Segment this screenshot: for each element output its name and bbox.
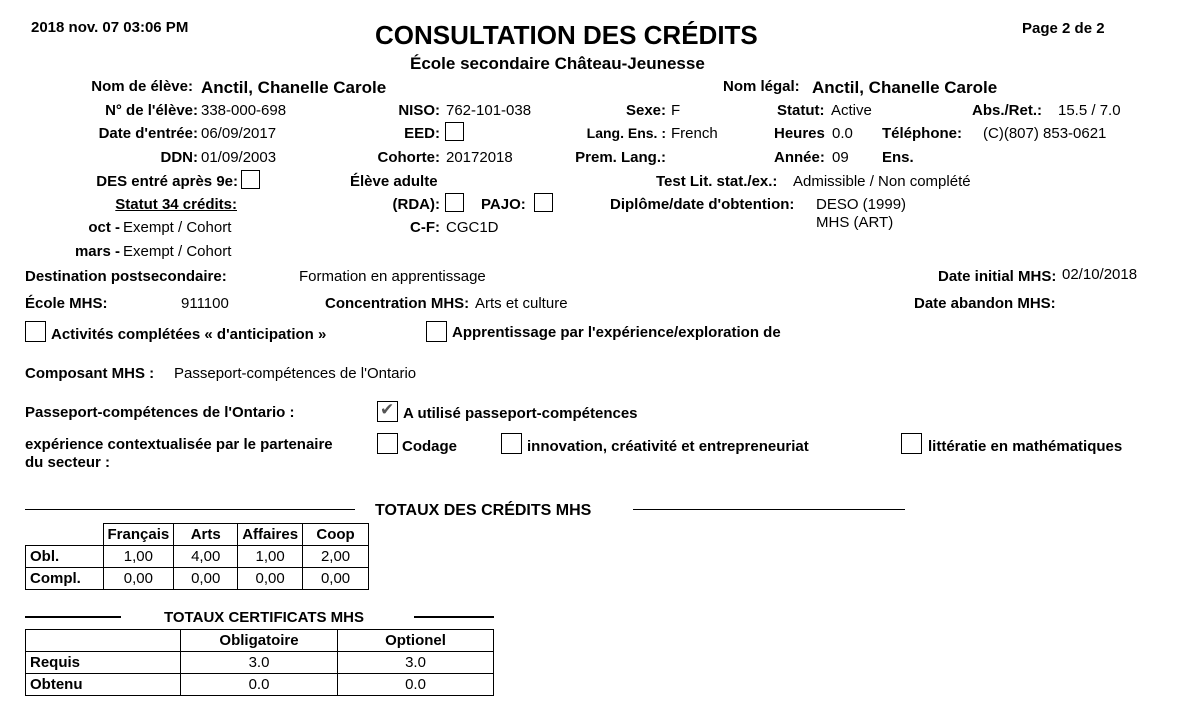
annee-value: 09 <box>832 149 849 166</box>
table-corner <box>26 630 181 652</box>
col-header: Optionel <box>338 630 494 652</box>
table-cell: 4,00 <box>174 546 238 568</box>
test-label: Test Lit. stat./ex.: <box>656 173 778 190</box>
annee-label: Année: <box>774 149 825 166</box>
lang-ens-value: French <box>671 125 718 142</box>
table-cell: 0,00 <box>303 568 369 590</box>
apprentissage-checkbox[interactable] <box>426 321 447 342</box>
passeport-check-label: A utilisé passeport-compétences <box>403 405 638 422</box>
activites-label: Activités complétées « d'anticipation » <box>51 326 327 343</box>
row-label: Obtenu <box>26 674 181 696</box>
pajo-checkbox[interactable] <box>534 193 553 212</box>
phone-label: Téléphone: <box>882 125 963 142</box>
table-row <box>26 674 494 696</box>
credits-table <box>25 523 369 590</box>
cf-label: C-F: <box>410 219 440 236</box>
student-id-label: N° de l'élève: <box>105 102 198 119</box>
passeport-checkbox[interactable] <box>377 401 398 422</box>
date-initial-value: 02/10/2018 <box>1062 266 1138 283</box>
sexe-value: F <box>671 102 681 119</box>
table-cell: 0,00 <box>103 568 174 590</box>
mars-value: Exempt / Cohort <box>123 243 232 260</box>
diplome-value-1: DESO (1999) <box>816 196 907 213</box>
eed-checkbox[interactable] <box>445 122 464 141</box>
niso-value: 762-101-038 <box>446 102 532 119</box>
statut34-label: Statut 34 crédits: <box>115 196 237 213</box>
passeport-label: Passeport-compétences de l'Ontario : <box>25 404 295 421</box>
diplome-value-2: MHS (ART) <box>816 214 894 231</box>
col-header: Affaires <box>238 524 303 546</box>
phone-value: (C)(807) 853-0621 <box>983 125 1107 142</box>
table-row <box>26 546 369 568</box>
student-name: Anctil, Chanelle Carole <box>201 78 387 97</box>
litteratie-checkbox[interactable] <box>901 433 922 454</box>
table-cell: 0,00 <box>238 568 303 590</box>
credits-table-title: TOTAUX DES CRÉDITS MHS <box>375 502 592 519</box>
table-row <box>26 652 494 674</box>
ddn-label: DDN: <box>160 149 198 166</box>
print-datetime: 2018 nov. 07 03:06 PM <box>31 19 189 36</box>
pajo-label: PAJO: <box>481 196 526 213</box>
activites-checkbox[interactable] <box>25 321 46 342</box>
statut-value: Active <box>831 102 872 119</box>
test-value: Admissible / Non complété <box>793 173 971 190</box>
ecole-mhs-label: École MHS: <box>25 295 108 312</box>
table-cell: 1,00 <box>238 546 303 568</box>
divider-right <box>633 509 905 510</box>
composant-value: Passeport-compétences de l'Ontario <box>174 365 417 382</box>
prem-lang-label: Prem. Lang.: <box>575 149 666 166</box>
niso-label: NISO: <box>398 102 440 119</box>
rda-checkbox[interactable] <box>445 193 464 212</box>
concentration-label: Concentration MHS: <box>325 295 470 312</box>
table-cell: 2,00 <box>303 546 369 568</box>
divider-left <box>25 509 355 510</box>
page-number: Page 2 de 2 <box>1022 20 1105 37</box>
concentration-value: Arts et culture <box>475 295 568 312</box>
date-initial-label: Date initial MHS: <box>938 268 1057 285</box>
table-cell: 1,00 <box>103 546 174 568</box>
cohorte-label: Cohorte: <box>377 149 440 166</box>
table-corner <box>26 524 104 546</box>
page-title: CONSULTATION DES CRÉDITS <box>375 20 758 50</box>
innovation-checkbox[interactable] <box>501 433 522 454</box>
entry-date: 06/09/2017 <box>201 125 277 142</box>
ecole-mhs-value: 911100 <box>181 295 229 312</box>
heures-value: 0.0 <box>832 125 853 142</box>
destination-label: Destination postsecondaire: <box>25 268 227 285</box>
rda-label: (RDA): <box>392 196 440 213</box>
row-label: Compl. <box>26 568 104 590</box>
lang-ens-label: Lang. Ens. : <box>586 125 666 141</box>
cert-table-title: TOTAUX CERTIFICATS MHS <box>164 609 364 626</box>
table-header-row <box>26 630 494 652</box>
oct-value: Exempt / Cohort <box>123 219 232 236</box>
date-abandon-label: Date abandon MHS: <box>914 295 1056 312</box>
abs-label: Abs./Ret.: <box>972 102 1043 119</box>
oct-label: oct - <box>88 219 120 236</box>
table-cell: 0.0 <box>338 674 494 696</box>
mars-label: mars - <box>74 243 120 260</box>
checkmark-icon: ✔ <box>380 400 395 419</box>
codage-label: Codage <box>402 438 458 455</box>
entry-date-label: Date d'entrée: <box>98 125 198 142</box>
row-label: Requis <box>26 652 181 674</box>
cert-divider-right <box>414 616 494 618</box>
des-checkbox[interactable] <box>241 170 260 189</box>
abs-value: 15.5 / 7.0 <box>1058 102 1121 119</box>
legal-name: Anctil, Chanelle Carole <box>812 78 998 97</box>
experience-label-1: expérience contextualisée par le partenaire <box>25 436 333 453</box>
cohorte-value: 20172018 <box>446 149 513 166</box>
diplome-label: Diplôme/date d'obtention: <box>610 196 795 213</box>
litteratie-label: littératie en mathématiques <box>928 438 1123 455</box>
col-header: Coop <box>303 524 369 546</box>
destination-value: Formation en apprentissage <box>299 268 486 285</box>
school-name: École secondaire Château-Jeunesse <box>410 54 705 73</box>
experience-label-2: du secteur : <box>25 454 111 471</box>
ddn-value: 01/09/2003 <box>201 149 277 166</box>
ens-label: Ens. <box>882 149 914 166</box>
apprentissage-label: Apprentissage par l'expérience/exploration de <box>452 324 781 341</box>
col-header: Obligatoire <box>181 630 338 652</box>
table-row <box>26 568 369 590</box>
cf-value: CGC1D <box>446 219 499 236</box>
cert-divider-left <box>25 616 121 618</box>
sexe-label: Sexe: <box>625 102 666 119</box>
adulte-label: Élève adulte <box>350 173 438 190</box>
table-cell: 3.0 <box>181 652 338 674</box>
des-label: DES entré après 9e: <box>96 173 238 190</box>
table-cell: 3.0 <box>338 652 494 674</box>
innovation-label: innovation, créativité et entrepreneuriat <box>527 438 809 455</box>
heures-label: Heures <box>774 125 825 142</box>
student-id: 338-000-698 <box>201 102 287 119</box>
statut-label: Statut: <box>777 102 825 119</box>
legal-name-label: Nom légal: <box>723 78 800 95</box>
row-label: Obl. <box>26 546 104 568</box>
codage-checkbox[interactable] <box>377 433 398 454</box>
table-cell: 0.0 <box>181 674 338 696</box>
cert-table <box>25 629 494 696</box>
table-cell: 0,00 <box>174 568 238 590</box>
table-header-row <box>26 524 369 546</box>
eed-label: EED: <box>404 125 440 142</box>
student-name-label: Nom de élève: <box>91 78 193 95</box>
composant-label: Composant MHS : <box>25 365 155 382</box>
col-header: Arts <box>174 524 238 546</box>
col-header: Français <box>103 524 174 546</box>
